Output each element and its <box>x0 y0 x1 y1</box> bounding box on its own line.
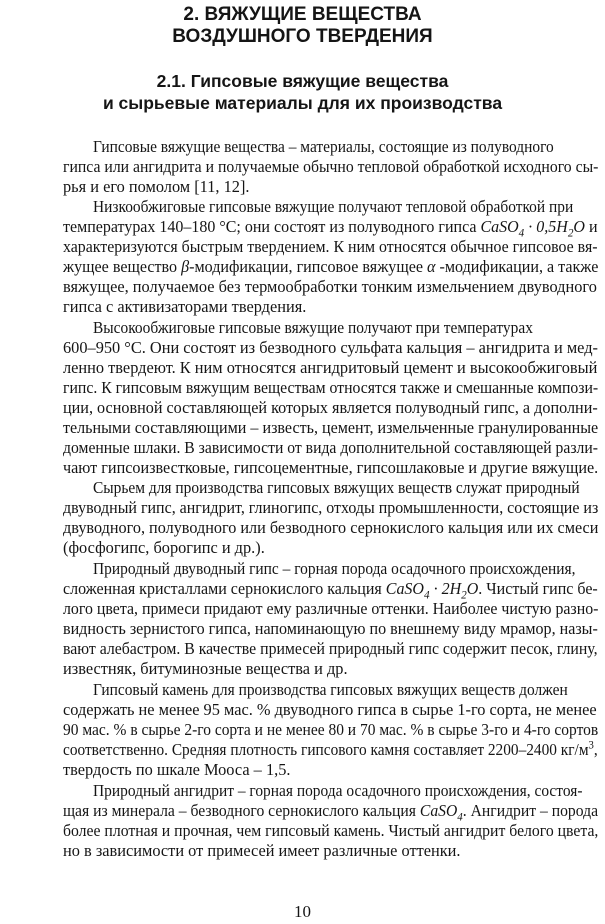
paragraph-line: Гипсовый камень для производства гипсовых вяжущих веществ должен <box>93 680 568 699</box>
paragraph-line: соответственно. Средняя плотность гипсового камня составляет 2200–2400 $кг/м^3$, <box>63 739 598 759</box>
paragraph-line: 90 мас. % в сырье 2-го сорта и не менее 80 и 70 мас. % в сырье 3-го и 4-го сортов <box>63 720 599 739</box>
paragraph-line: сложенная кристаллами сернокислого кальция CaSO$_4$ · $2H_2O$. Чистый гипс бе- <box>63 579 598 602</box>
paragraph-line: более плотная и прочная, чем гипсовый камень. Чистый ангидрит белого цвета, <box>63 821 599 840</box>
paragraph-line: Низкообжиговые гипсовые вяжущие получают тепловой обработкой при <box>93 197 574 216</box>
paragraph-line: содержать не менее 95 мас. % двуводного гипса в сырье 1-го сорта, не менее <box>63 700 597 719</box>
paragraph-line: жущее вещество β-модификации, гипсовое вяжущее α -модификации, а также <box>63 257 599 276</box>
chapter-title-line-2: ВОЗДУШНОГО ТВЕРДЕНИЯ <box>172 26 433 47</box>
paragraph-line: лого цвета, примеси придают ему различные оттенки. Наиболее чистую разно- <box>63 599 599 618</box>
paragraph-line: рья и его помолом [11, 12]. <box>63 177 250 196</box>
paragraph-line: видность зернистого гипса, напоминающую по внешнему виду мрамор, назы- <box>63 619 598 638</box>
paragraph-line: гипса или ангидрита и получаемые обычно тепловой обработкой исходного сы- <box>63 157 599 176</box>
paragraph-line: (фосфогипс, борогипс и др.). <box>63 538 265 557</box>
paragraph-line: температурах 140–180 °C; они состоят из полуводного гипса CaSO$_4$ · $0,5H_2O$ и <box>63 217 598 240</box>
paragraph-line: вают алебастром. В качестве примесей природный гипс содержит песок, глину, <box>63 639 598 658</box>
page-number: 10 <box>294 902 311 921</box>
paragraph-line: двуводный гипс, ангидрит, глиногипс, отходы промышленности, состоящие из <box>63 498 599 517</box>
paragraph-line: чают гипсоизвестковые, гипсоцементные, гипсошлаковые и другие вяжущие. <box>63 458 599 477</box>
paragraph-line: вяжущее, получаемое без термообработки тонким измельчением двуводного <box>63 277 597 296</box>
paragraph-line: доменные шлаки. В зависимости от вида дополнительной составляющей разли- <box>63 438 598 457</box>
paragraph-line: известняк, битуминозные вещества и др. <box>63 659 348 678</box>
paragraph-line: характеризуются быстрым твердением. К ним относятся обычное гипсовое вя- <box>63 237 598 256</box>
paragraph-line: Сырьем для производства гипсовых вяжущих веществ служат природный <box>93 478 580 497</box>
paragraph-line: гипс. К гипсовым вяжущим веществам относятся также и смешанные компози- <box>63 378 599 397</box>
paragraph-line: 600–950 °C. Они состоят из безводного сульфата кальция – ангидрита и мед- <box>63 338 598 357</box>
alpha-symbol: α <box>427 257 436 276</box>
formula-caso4-2h2o: CaSO$_4$ · $2H_2O$ <box>385 579 479 602</box>
paragraph-line: двуводного, полуводного или безводного сернокислого кальция или их смеси <box>63 518 599 537</box>
paragraph-line: Гипсовые вяжущие вещества – материалы, состоящие из полуводного <box>93 137 554 156</box>
paragraph-line: Природный ангидрит – горная порода осадочного происхождения, состоя- <box>93 781 583 800</box>
paragraph-line: гипса с активизаторами твердения. <box>63 297 307 316</box>
paragraph-line: твердость по шкале Мооса – 1,5. <box>63 760 291 779</box>
formula-caso4: CaSO$_4$ <box>419 801 463 824</box>
beta-symbol: β <box>181 257 190 276</box>
section-title-line-1: 2.1. Гипсовые вяжущие вещества <box>156 71 449 91</box>
paragraph-line: щая из минерала – безводного сернокислого кальция CaSO$_4$. Ангидрит – порода <box>63 801 599 824</box>
chapter-title-line-1: 2. ВЯЖУЩИЕ ВЕЩЕСТВА <box>183 4 422 25</box>
paragraph-line: но в зависимости от примесей имеет различные оттенки. <box>63 841 461 860</box>
paragraph-line: Высокообжиговые гипсовые вяжущие получают при температурах <box>93 318 533 337</box>
paragraph-line: ленно твердеют. К ним относятся ангидритовый цемент и высокообжиговый <box>63 358 598 377</box>
paragraph-line: ции, основной составляющей которых является полуводный гипс, а дополни- <box>63 398 598 417</box>
formula-caso4-half-h2o: CaSO$_4$ · $0,5H_2O$ <box>480 217 585 240</box>
section-title-line-2: и сырьевые материалы для их производства <box>102 93 503 113</box>
paragraph-line: Природный двуводный гипс – горная порода осадочного происхождения, <box>93 559 576 578</box>
paragraph-line: тельными составляющими – известь, цемент, измельченные гранулированные <box>63 418 599 437</box>
